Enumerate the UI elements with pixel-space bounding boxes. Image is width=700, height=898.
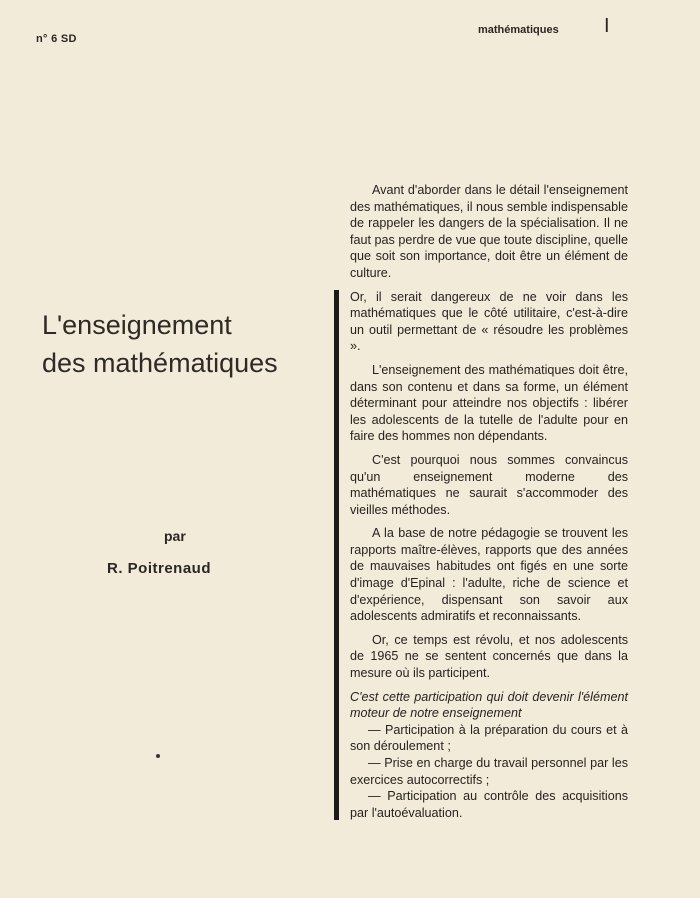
title-line-2: des mathématiques xyxy=(42,348,278,379)
list-item: — Participation à la préparation du cours et à son déroulement ; xyxy=(350,722,628,754)
article-body xyxy=(350,182,628,821)
paragraph-7: C'est cette participation qui doit devenir l'élément moteur de notre enseignement xyxy=(350,689,628,721)
vertical-rule xyxy=(334,290,339,820)
list-item: — Prise en charge du travail personnel par les exercices autocorrectifs ; xyxy=(350,756,628,787)
title-line-1: L'enseignement xyxy=(42,310,232,341)
author-name: R. Poitrenaud xyxy=(107,560,212,577)
paragraph-6: Or, ce temps est révolu, et nos adolescents de 1965 ne se sentent concernés que dans la mesure où ils participent. xyxy=(350,632,628,681)
issue-number: n° 6 SD xyxy=(36,33,77,45)
article-title xyxy=(42,306,332,382)
ornament-dot xyxy=(156,754,160,758)
list-item: — Participation au contrôle des acquisitions par l'autoévaluation. xyxy=(350,789,628,820)
paragraph-4: C'est pourquoi nous sommes convaincus qu'un enseignement moderne des mathématiques ne saurait s'accommoder des vieilles méthodes. xyxy=(350,452,628,517)
paragraph-3: L'enseignement des mathématiques doit être, dans son contenu et dans sa forme, un élément déterminant pour atteindre nos objectifs : libérer les adolescents de la tutelle de l'adulte pour en faire des hommes non dépendants. xyxy=(350,362,628,444)
section-title: mathématiques xyxy=(478,24,559,36)
paragraph-1: Avant d'aborder dans le détail l'enseignement des mathématiques, il nous semble indispensable de rappeler les dangers de la spécialisation. Il ne faut pas perdre de vue que toute discipline, quelle que soit son importance, doit être un élément de culture. xyxy=(350,183,628,280)
paragraph-2: Or, il serait dangereux de ne voir dans les mathématiques que le côté utilitaire, c'est-à-dire un outil permettant de « résoudre les problèmes ». xyxy=(350,289,628,354)
page-number: I xyxy=(604,15,610,37)
paragraph-5: A la base de notre pédagogie se trouvent les rapports maître-élèves, rapports que des années de mauvaises habitudes ont figés en une sorte d'image d'Epinal : l'adulte, riche de science et d'expérience, dispensant son savoir aux adolescents admiratifs et reconnaissants. xyxy=(350,526,628,624)
byline-par: par xyxy=(164,528,186,544)
